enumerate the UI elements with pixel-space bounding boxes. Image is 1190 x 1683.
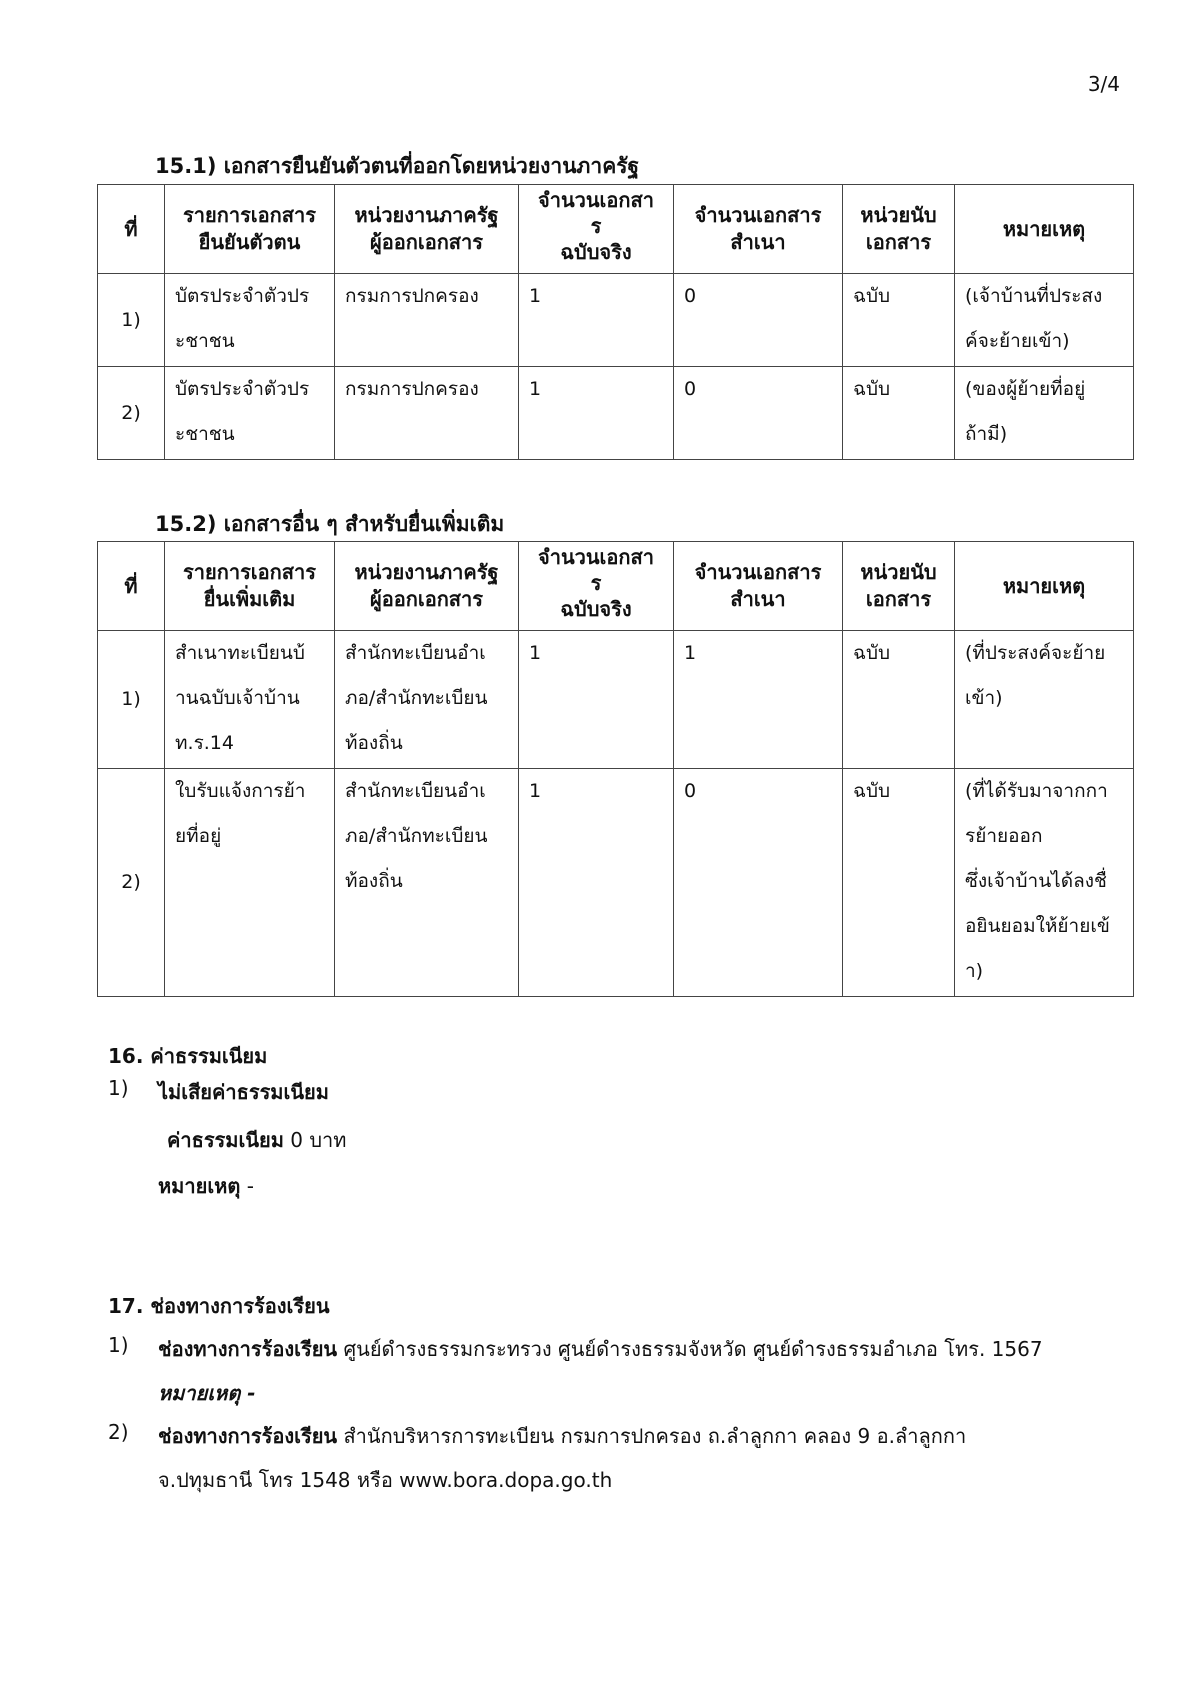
- complaint-text: สำนักบริหารการทะเบียน กรมการปกครอง ถ.ลำลูกกา คลอง 9 อ.ลำลูกกา: [343, 1424, 967, 1448]
- row-issuer: สำนักทะเบียนอำเ ภอ/สำนักทะเบียน ท้องถิ่น: [335, 631, 519, 769]
- fee-remark-value: -: [246, 1174, 254, 1198]
- row-remark: (ที่ได้รับมาจากกา รย้ายออก ซึ่งเจ้าบ้านได้ลงชื่ อยินยอมให้ย้ายเข้ า): [955, 769, 1134, 997]
- complaint-item-no: 1): [108, 1333, 129, 1357]
- header-remark: หมายเหตุ: [955, 185, 1134, 274]
- row-issuer: กรมการปกครอง: [335, 274, 519, 367]
- additional-documents-table: [97, 541, 1134, 997]
- header-copy-count: จำนวนเอกสาร สำเนา: [674, 542, 843, 631]
- header-no: ที่: [98, 185, 165, 274]
- row-document: บัตรประจำตัวปร ะชาชน: [165, 274, 335, 367]
- table-row: [98, 631, 1134, 769]
- header-original-count: จำนวนเอกสา ร ฉบับจริง: [519, 542, 674, 631]
- row-copy: 0: [674, 274, 843, 367]
- row-original: 1: [519, 631, 674, 769]
- section-15-1-heading: 15.1) เอกสารยืนยันตัวตนที่ออกโดยหน่วยงานภาครัฐ: [155, 154, 640, 178]
- header-issuer: หน่วยงานภาครัฐ ผู้ออกเอกสาร: [335, 542, 519, 631]
- row-remark: (ของผู้ย้ายที่อยู่ ถ้ามี): [955, 367, 1134, 460]
- row-issuer: กรมการปกครอง: [335, 367, 519, 460]
- fee-item-no: 1): [108, 1076, 129, 1100]
- header-original-count: จำนวนเอกสา ร ฉบับจริง: [519, 185, 674, 274]
- header-unit: หน่วยนับ เอกสาร: [843, 185, 955, 274]
- row-remark: (ที่ประสงค์จะย้าย เข้า): [955, 631, 1134, 769]
- row-unit: ฉบับ: [843, 274, 955, 367]
- row-copy: 1: [674, 631, 843, 769]
- row-no: 2): [98, 367, 165, 460]
- table-row: [98, 367, 1134, 460]
- header-copy-count: จำนวนเอกสาร สำเนา: [674, 185, 843, 274]
- table-header-row: [98, 185, 1134, 274]
- header-issuer: หน่วยงานภาครัฐ ผู้ออกเอกสาร: [335, 185, 519, 274]
- complaint-text-continued: จ.ปทุมธานี โทร 1548 หรือ www.bora.dopa.go.th: [158, 1468, 613, 1492]
- table-row: [98, 769, 1134, 997]
- row-issuer: สำนักทะเบียนอำเ ภอ/สำนักทะเบียน ท้องถิ่น: [335, 769, 519, 997]
- row-original: 1: [519, 367, 674, 460]
- row-no: 1): [98, 631, 165, 769]
- header-document: รายการเอกสาร ยืนยันตัวตน: [165, 185, 335, 274]
- row-remark: (เจ้าบ้านที่ประสง ค์จะย้ายเข้า): [955, 274, 1134, 367]
- header-unit: หน่วยนับ เอกสาร: [843, 542, 955, 631]
- row-copy: 0: [674, 367, 843, 460]
- row-no: 2): [98, 769, 165, 997]
- fee-label: ค่าธรรมเนียม: [167, 1128, 284, 1152]
- row-unit: ฉบับ: [843, 769, 955, 997]
- complaint-text: ศูนย์ดำรงธรรมกระทรวง ศูนย์ดำรงธรรมจังหวัด ศูนย์ดำรงธรรมอำเภอ โทร. 1567: [343, 1337, 1043, 1361]
- fee-remark: [158, 1170, 254, 1202]
- row-copy: 0: [674, 769, 843, 997]
- row-unit: ฉบับ: [843, 631, 955, 769]
- complaint-item-no: 2): [108, 1420, 129, 1444]
- header-no: ที่: [98, 542, 165, 631]
- complaint-note: หมายเหตุ -: [158, 1381, 256, 1405]
- section-16-heading: 16. ค่าธรรมเนียม: [108, 1044, 268, 1068]
- identity-documents-table: [97, 184, 1134, 460]
- complaint-label: ช่องทางการร้องเรียน: [158, 1337, 338, 1361]
- fee-value: 0 บาท: [290, 1128, 347, 1152]
- section-15-2-heading: 15.2) เอกสารอื่น ๆ สำหรับยื่นเพิ่มเติม: [155, 512, 505, 536]
- row-original: 1: [519, 769, 674, 997]
- page-number: 3/4: [1087, 72, 1120, 96]
- fee-amount: [167, 1124, 346, 1156]
- row-original: 1: [519, 274, 674, 367]
- row-document: ใบรับแจ้งการย้า ยที่อยู่: [165, 769, 335, 997]
- table-header-row: [98, 542, 1134, 631]
- fee-item-title: ไม่เสียค่าธรรมเนียม: [158, 1080, 329, 1104]
- header-document: รายการเอกสาร ยื่นเพิ่มเติม: [165, 542, 335, 631]
- row-document: บัตรประจำตัวปร ะชาชน: [165, 367, 335, 460]
- header-remark: หมายเหตุ: [955, 542, 1134, 631]
- row-unit: ฉบับ: [843, 367, 955, 460]
- row-no: 1): [98, 274, 165, 367]
- fee-remark-label: หมายเหตุ: [158, 1174, 241, 1198]
- section-17-heading: 17. ช่องทางการร้องเรียน: [108, 1294, 330, 1318]
- complaint-label: ช่องทางการร้องเรียน: [158, 1424, 338, 1448]
- row-document: สำเนาทะเบียนบ้ านฉบับเจ้าบ้าน ท.ร.14: [165, 631, 335, 769]
- table-row: [98, 274, 1134, 367]
